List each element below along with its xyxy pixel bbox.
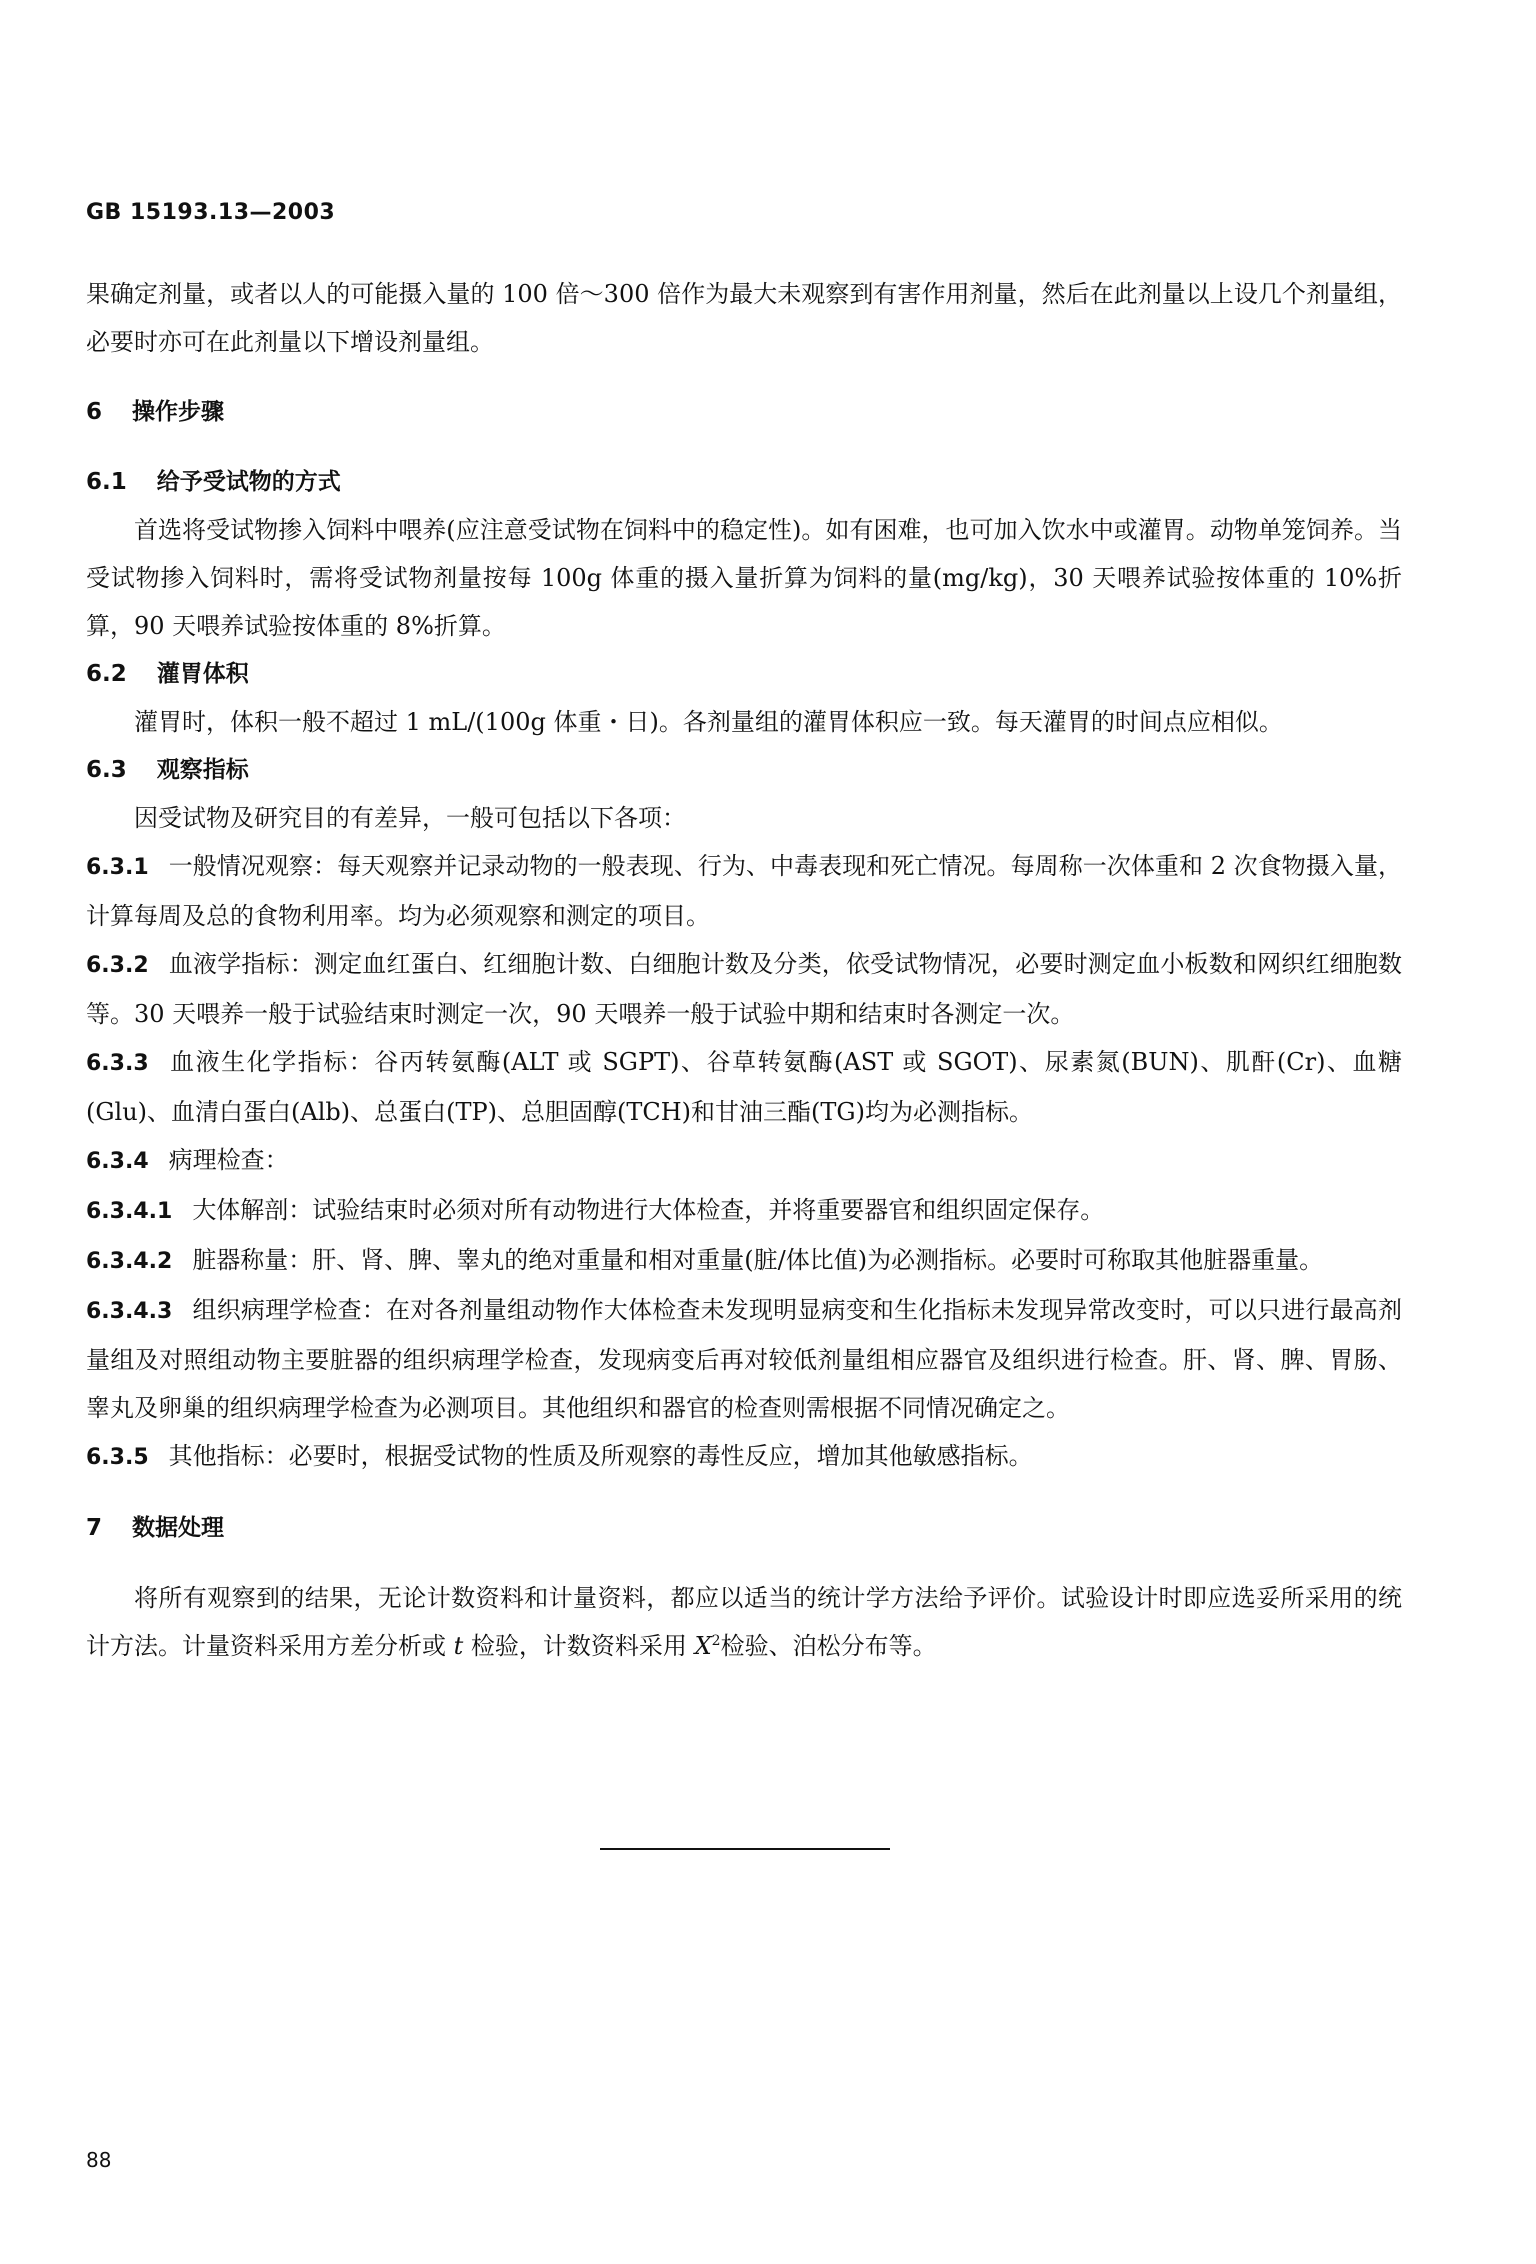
item-6-3-1-text: 一般情况观察：每天观察并记录动物的一般表现、行为、中毒表现和死亡情况。每周称一次体重和 2 次食物摄入量，计算每周及总的食物利用率。均为必须观察和测定的项目。 (86, 852, 1402, 930)
item-6-3-4-3-number: 6.3.4.3 (86, 1299, 173, 1324)
variable-t: t (453, 1632, 464, 1660)
section-7-heading (86, 1504, 1402, 1552)
section-7-text-part-1: 将所有观察到的结果，无论计数资料和计量资料，都应以适当的统计学方法给予评价。试验设计时即应选妥所采用的统计方法。计量资料采用方差分析或 (86, 1584, 1402, 1660)
superscript-2: 2 (711, 1633, 721, 1649)
item-6-3-5-text: 其他指标：必要时，根据受试物的性质及所观察的毒性反应，增加其他敏感指标。 (168, 1442, 1033, 1470)
item-6-3-4-1-text: 大体解剖：试验结束时必须对所有动物进行大体检查，并将重要器官和组织固定保存。 (192, 1196, 1105, 1224)
section-7-number: 7 (86, 1515, 103, 1541)
item-6-3-5-number: 6.3.5 (86, 1445, 149, 1470)
section-7-title: 数据处理 (132, 1515, 225, 1541)
item-6-3-4-1 (86, 1186, 1402, 1236)
item-6-3-2-number: 6.3.2 (86, 953, 149, 978)
variable-x: X (694, 1632, 712, 1660)
item-6-3-5 (86, 1432, 1402, 1482)
item-6-3-4-text: 病理检查： (168, 1146, 289, 1174)
section-7-text-part-2: 检验，计数资料采用 (463, 1632, 695, 1660)
intro-paragraph: 果确定剂量，或者以人的可能摄入量的 100 倍～300 倍作为最大未观察到有害作用剂量，然后在此剂量以上设几个剂量组，必要时亦可在此剂量以下增设剂量组。 (86, 280, 1402, 356)
item-6-3-4 (86, 1136, 1402, 1186)
section-7-text-part-3: 检验、泊松分布等。 (720, 1632, 937, 1660)
item-6-3-1 (86, 842, 1402, 940)
section-6-2-number: 6.2 (86, 661, 127, 687)
standard-number-header: GB 15193.13—2003 (86, 200, 336, 225)
item-6-3-2-text: 血液学指标：测定血红蛋白、红细胞计数、白细胞计数及分类，依受试物情况，必要时测定血小板数和网织红细胞数等。30 天喂养一般于试验结束时测定一次，90 天喂养一般于试验中期和结束时各测定一次。 (86, 950, 1402, 1028)
section-6-2-title: 灌胃体积 (156, 661, 249, 687)
item-6-3-4-2-text: 脏器称量：肝、肾、脾、睾丸的绝对重量和相对重量(脏/体比值)为必测指标。必要时可称取其他脏器重量。 (192, 1246, 1324, 1274)
item-6-3-4-3 (86, 1286, 1402, 1432)
section-7-text (86, 1574, 1402, 1670)
item-6-3-1-number: 6.3.1 (86, 855, 149, 880)
section-6-1-heading (86, 458, 1402, 506)
item-6-3-4-2-number: 6.3.4.2 (86, 1249, 173, 1274)
section-6-1-number: 6.1 (86, 469, 127, 495)
item-6-3-3 (86, 1038, 1402, 1136)
item-6-3-4-3-text: 组织病理学检查：在对各剂量组动物作大体检查未发现明显病变和生化指标未发现异常改变时，可以只进行最高剂量组及对照组动物主要脏器的组织病理学检查，发现病变后再对较低剂量组相应器官及组织进行检查。肝、肾、脾、胃肠、睾丸及卵巢的组织病理学检查为必测项目。其他组织和器官的检查则需根据不同情况确定之。 (86, 1296, 1402, 1422)
item-6-3-4-1-number: 6.3.4.1 (86, 1199, 173, 1224)
section-6-number: 6 (86, 399, 103, 425)
end-of-text-rule (600, 1848, 890, 1850)
page-number: 88 (86, 2148, 112, 2172)
section-6-3-number: 6.3 (86, 757, 127, 783)
section-6-3-title: 观察指标 (156, 757, 249, 783)
section-6-1-text: 首选将受试物掺入饲料中喂养(应注意受试物在饲料中的稳定性)。如有困难，也可加入饮水中或灌胃。动物单笼饲养。当受试物掺入饲料时，需将受试物剂量按每 100g 体重的摄入量折算为饲料的量(mg/kg)，30 天喂养试验按体重的 10%折算，90 天喂养试验按体重的 8%折算。 (86, 516, 1402, 640)
section-6-2-text: 灌胃时，体积一般不超过 1 mL/(100g 体重・日)。各剂量组的灌胃体积应一致。每天灌胃的时间点应相似。 (134, 708, 1283, 736)
item-6-3-3-number: 6.3.3 (86, 1051, 149, 1076)
item-6-3-4-number: 6.3.4 (86, 1149, 149, 1174)
item-6-3-3-text: 血液生化学指标：谷丙转氨酶(ALT 或 SGPT)、谷草转氨酶(AST 或 SGOT)、尿素氮(BUN)、肌酐(Cr)、血糖(Glu)、血清白蛋白(Alb)、总蛋白(TP)、总胆固醇(TCH)和甘油三酯(TG)均为必测指标。 (86, 1048, 1402, 1126)
item-6-3-4-2 (86, 1236, 1402, 1286)
section-6-1-title: 给予受试物的方式 (156, 469, 341, 495)
item-6-3-2 (86, 940, 1402, 1038)
section-6-2-heading (86, 650, 1402, 698)
document-body (86, 270, 1402, 1670)
section-6-3-text: 因受试物及研究目的有差异，一般可包括以下各项： (134, 804, 686, 832)
section-6-title: 操作步骤 (132, 399, 225, 425)
section-6-3-heading (86, 746, 1402, 794)
section-6-heading (86, 388, 1402, 436)
